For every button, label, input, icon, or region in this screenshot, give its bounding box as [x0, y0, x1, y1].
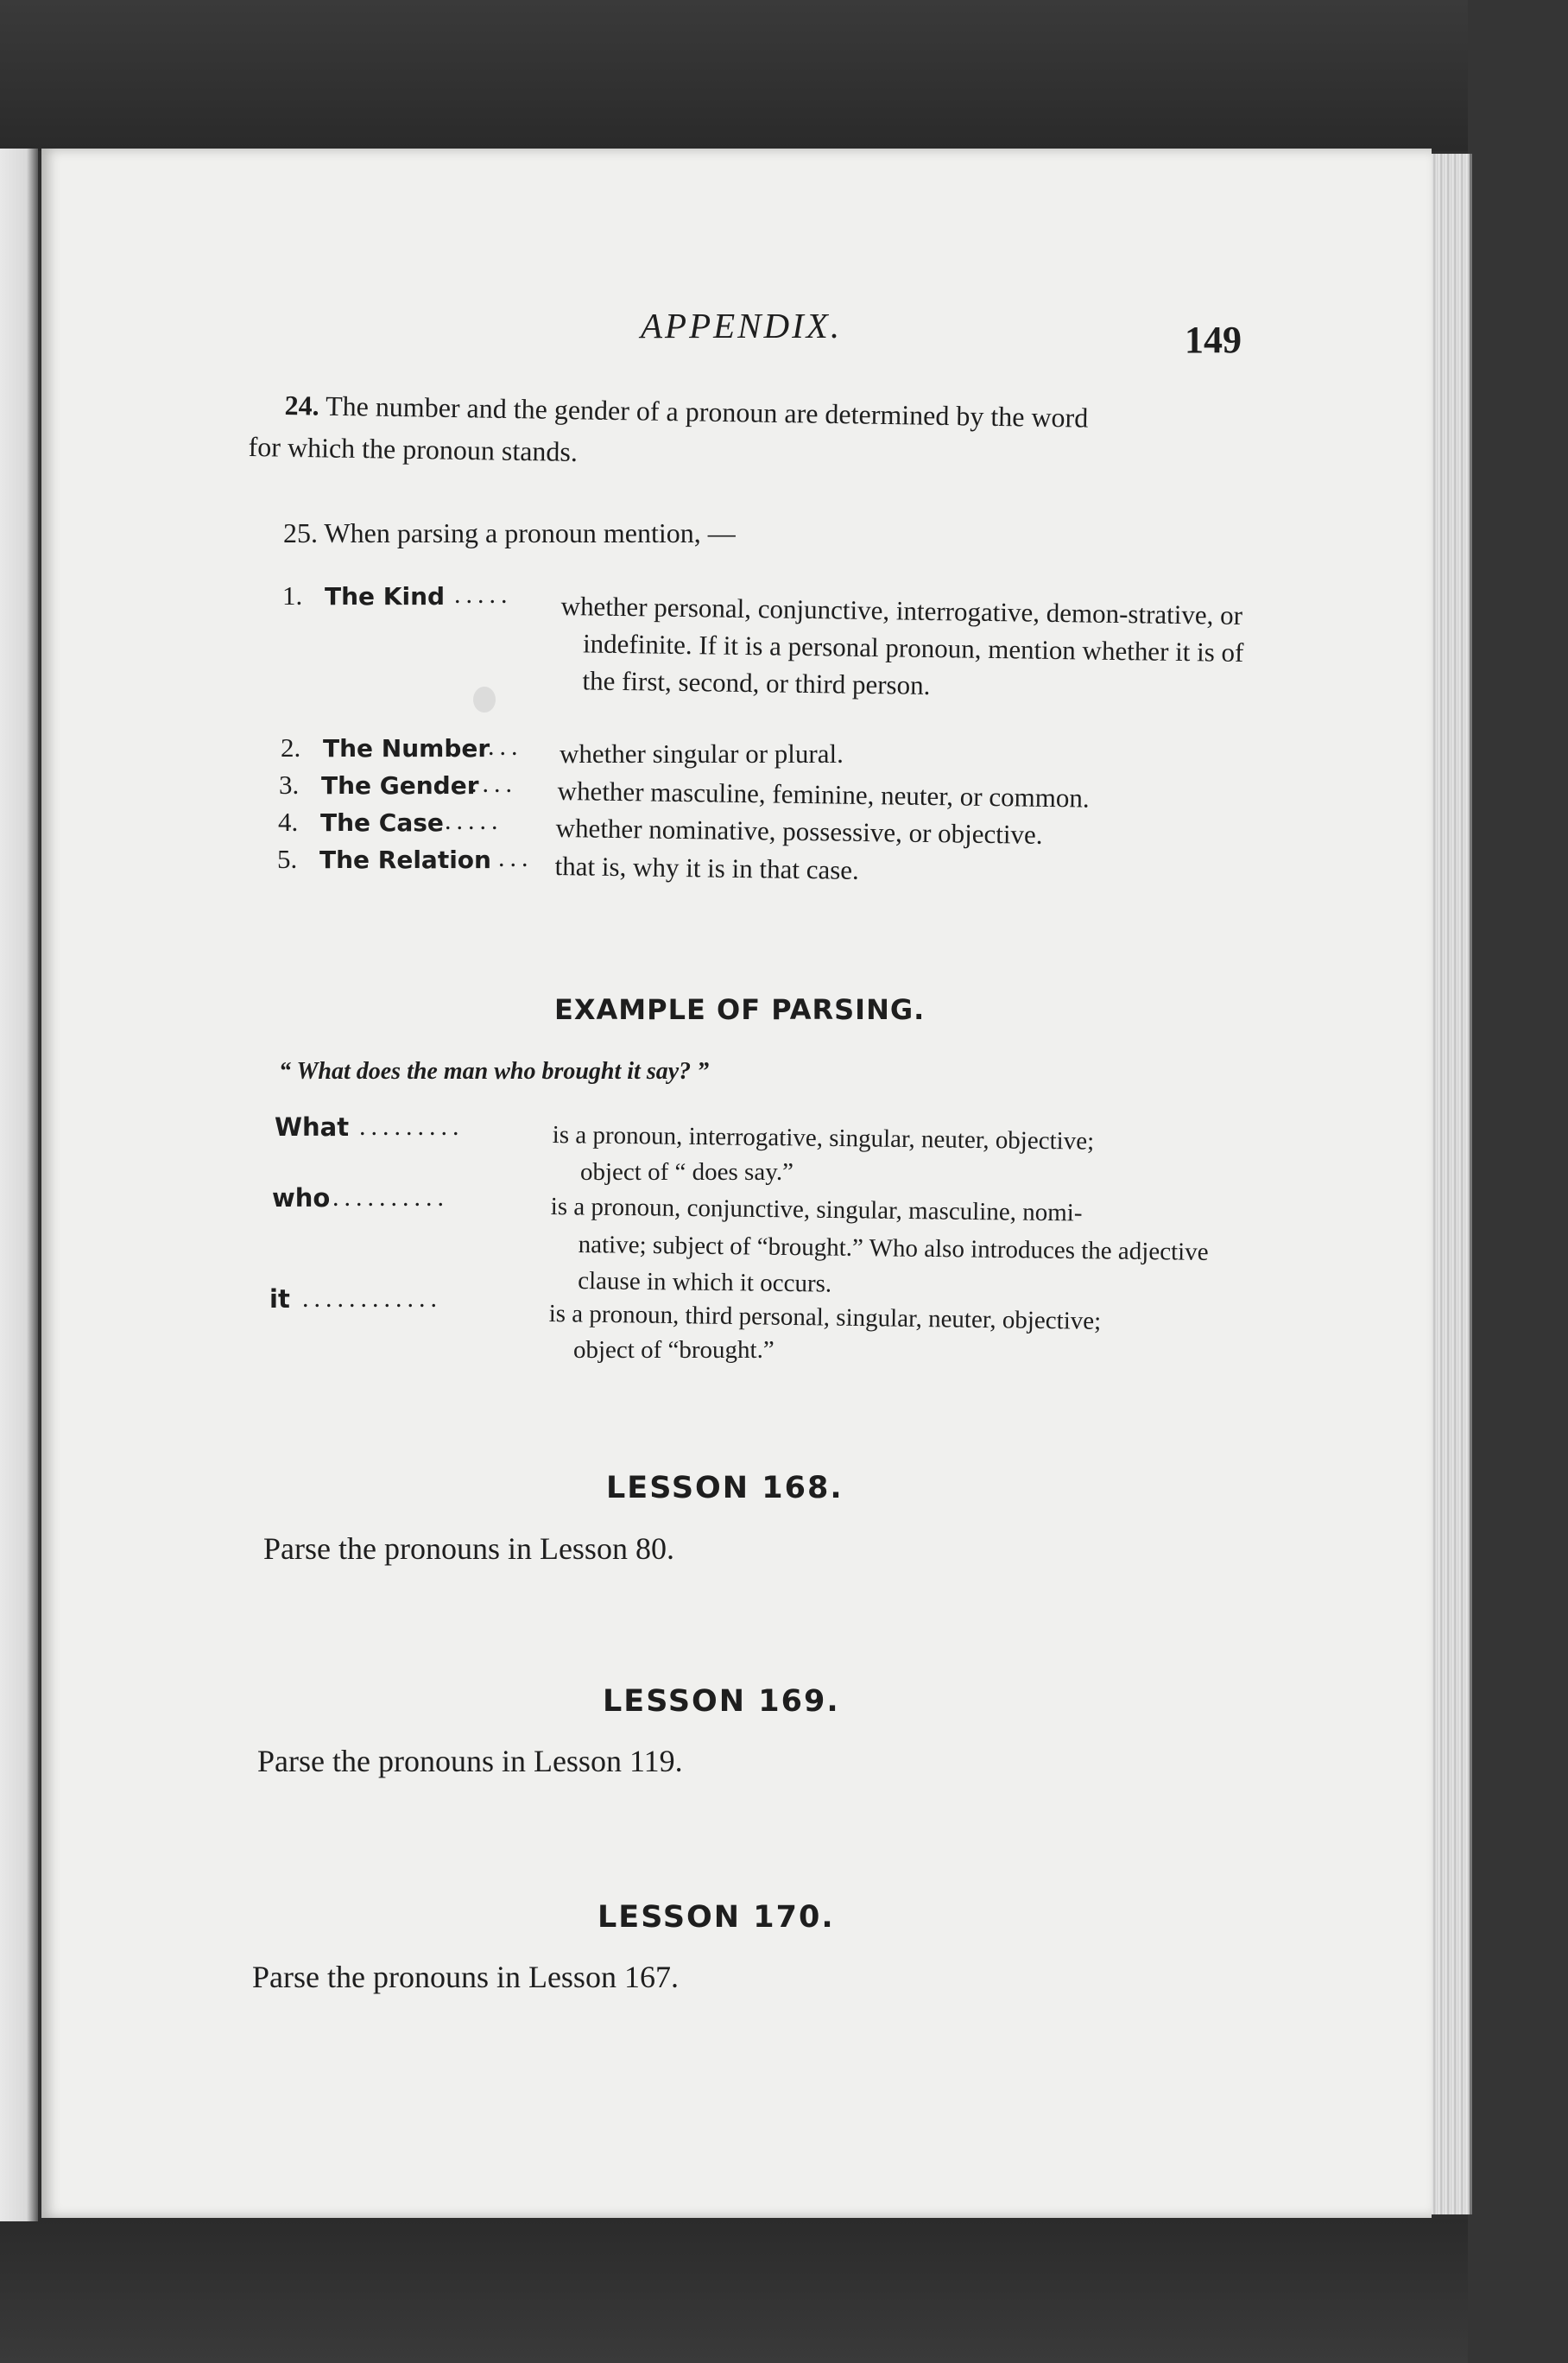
item-4-number: 4.	[278, 807, 299, 837]
parse-desc-who-line-1: is a pronoun, conjunctive, singular, masculine, nomi-	[550, 1192, 1083, 1227]
parse-desc-what-line-2: object of “ does say.”	[580, 1158, 793, 1186]
paragraph-24-line-2: for which the pronoun stands.	[248, 430, 579, 467]
item-3-number: 3.	[279, 770, 300, 800]
paragraph-24-text-1: The number and the gender of a pronoun are determined by the word	[325, 390, 1089, 434]
leader-dots: ...	[498, 844, 534, 872]
lesson-170-text: Parse the pronouns in Lesson 167.	[252, 1960, 679, 1994]
parse-word-what: What	[275, 1112, 350, 1142]
item-4-term: The Case	[320, 808, 444, 837]
lesson-168-text: Parse the pronouns in Lesson 80.	[263, 1531, 674, 1566]
lesson-168-title: LESSON 168.	[606, 1471, 844, 1505]
leader-dots: ...	[488, 732, 523, 761]
parse-desc-what-line-1: is a pronoun, interrogative, singular, neuter, objective;	[552, 1120, 1095, 1156]
running-head: APPENDIX.	[641, 306, 843, 345]
parse-desc-it-line-2: object of “brought.”	[573, 1336, 775, 1364]
item-5-description: that is, why it is in that case.	[554, 850, 860, 885]
item-5-number: 5.	[277, 844, 298, 874]
item-1-term: The Kind	[325, 582, 446, 611]
leader-dots: ....	[471, 770, 517, 798]
leader-dots: .........	[359, 1112, 465, 1141]
item-3-term: The Gender	[321, 771, 479, 800]
paragraph-25: 25. When parsing a pronoun mention, —	[283, 517, 736, 548]
scan-background-right	[1468, 0, 1568, 2363]
leader-dots: ..........	[332, 1183, 449, 1212]
lesson-169-text: Parse the pronouns in Lesson 119.	[257, 1744, 683, 1778]
paper-blemish	[473, 687, 496, 713]
lesson-169-title: LESSON 169.	[603, 1684, 840, 1719]
item-2-term: The Number	[323, 734, 490, 763]
facing-page-edge	[0, 149, 38, 2221]
item-2-number: 2.	[281, 732, 301, 763]
example-heading: EXAMPLE OF PARSING.	[554, 993, 926, 1026]
parse-word-it: it	[269, 1284, 290, 1314]
lesson-170-title: LESSON 170.	[597, 1900, 835, 1935]
example-quote: “ What does the man who brought it say? ”	[279, 1058, 710, 1085]
leader-dots: .....	[445, 807, 503, 835]
leader-dots: ............	[302, 1284, 442, 1313]
item-1-description: whether personal, conjunctive, interrogative, demon-strative, or indefinite. If it is a personal pronoun, mention whether it is of the first, second, or third person.	[560, 590, 1244, 700]
parse-desc-it-line-1: is a pronoun, third personal, singular, neuter, objective;	[548, 1299, 1102, 1335]
item-1-number: 1.	[282, 580, 303, 611]
paragraph-24-number: 24.	[284, 389, 319, 421]
item-2-description: whether singular or plural.	[560, 738, 844, 769]
scan-background-bottom	[0, 2220, 1568, 2363]
scan-background-top	[0, 0, 1568, 151]
parse-desc-who-line-2: native; subject of “brought.” Who also introduces the adjective clause in which it occurs.	[578, 1230, 1209, 1298]
page-number: 149	[1185, 319, 1242, 361]
item-5-term: The Relation	[319, 846, 491, 874]
item-3-description: whether masculine, feminine, neuter, or common.	[557, 775, 1090, 814]
item-4-description: whether nominative, possessive, or objective.	[555, 812, 1043, 850]
parse-word-who: who	[272, 1183, 331, 1213]
leader-dots: .....	[454, 580, 513, 609]
